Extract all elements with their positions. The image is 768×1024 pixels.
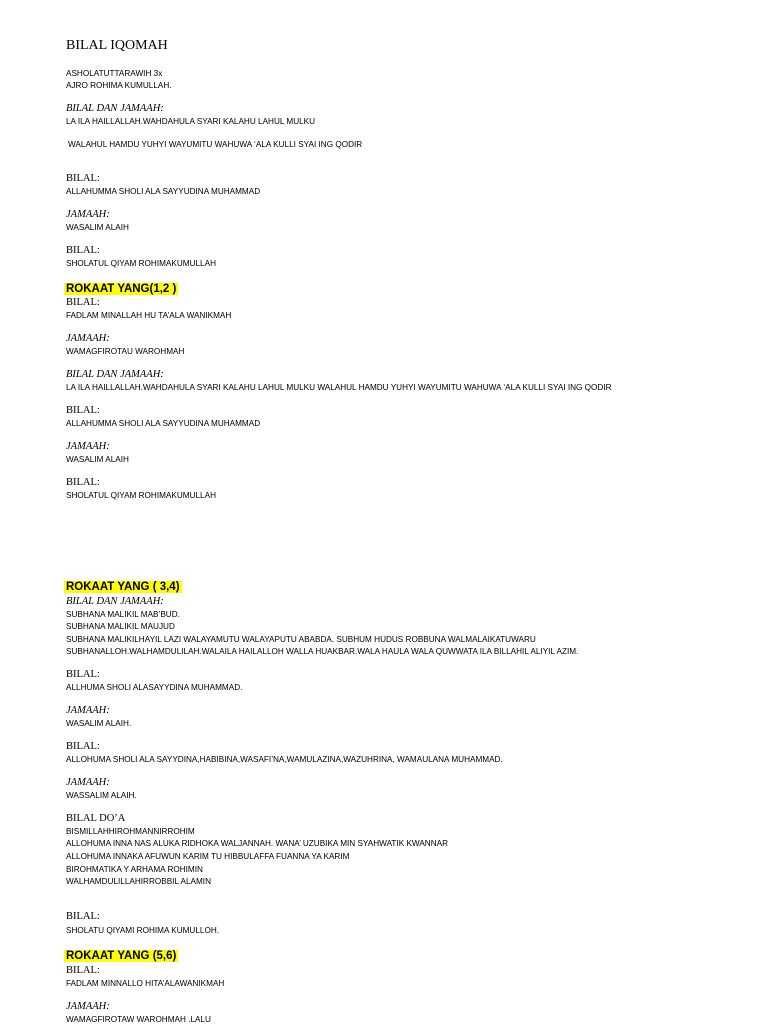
text-line: WALHAMDULILLAHIRROBBIL ALAMIN xyxy=(66,877,211,886)
speaker-label: BILAL: xyxy=(66,245,100,256)
speaker-label: BILAL: xyxy=(66,477,100,488)
text-line: ALLAHUMMA SHOLI ALA SAYYUDINA MUHAMMAD xyxy=(66,419,261,428)
text-line: WASALIM ALAIH xyxy=(66,455,129,464)
intro-line: AJRO ROHIMA KUMULLAH. xyxy=(66,81,172,90)
text-line: ALLHUMA SHOLI ALASAYYDINA MUHAMMAD. xyxy=(66,683,243,692)
text-line: WASALIM ALAIH. xyxy=(66,719,132,728)
speaker-label: JAMAAH: xyxy=(66,705,110,716)
speaker-label: JAMAAH: xyxy=(66,333,110,344)
text-line: WAMAGFIROTAW WAROHMAH .LALU xyxy=(66,1015,211,1024)
text-line: BIROHMATIKA Y ARHAMA ROHIMIN xyxy=(66,865,203,874)
text-line: ALLOHUMA INNAKA AFUWUN KARIM TU HIBBULAFFA FUANNA YA KARIM xyxy=(66,852,350,861)
page-title: BILAL IQOMAH xyxy=(66,38,168,53)
speaker-label: BILAL DO’A xyxy=(66,813,126,824)
text-line: ALLAHUMMA SHOLI ALA SAYYUDINA MUHAMMAD xyxy=(66,187,261,196)
text-line: FADLAM MINALLAH HU TA’ALA WANIKMAH xyxy=(66,311,232,320)
text-line: SUBHANA MALIKIL MAB’BUD. xyxy=(66,610,180,619)
text-line: SUBHANA MALIKILHAYIL LAZI WALAYAMUTU WALAYAPUTU ABABDA. SUBHUM HUDUS ROBBUNA WALMALAIKATUWARU xyxy=(66,635,536,644)
section-heading: ROKAAT YANG(1,2 ) xyxy=(66,283,177,295)
speaker-label: JAMAAH: xyxy=(66,441,110,452)
speaker-label: BILAL: xyxy=(66,405,100,416)
text-line: SUBHANA MALIKIL MAUJUD xyxy=(66,622,175,631)
section-heading: ROKAAT YANG ( 3,4) xyxy=(66,581,180,593)
text-line: LA ILA HAILLALLAH.WAHDAHULA SYARI KALAHU LAHUL MULKU WALAHUL HAMDU YUHYI WAYUMITU WAHUWA ‘ALA KULLI SYAI ING QODIR xyxy=(66,383,612,392)
text-line: WASSALIM ALAIH. xyxy=(66,791,137,800)
intro-line: ASHOLATUTTARAWIH 3x xyxy=(66,69,163,78)
text-line: FADLAM MINNALLO HITA’ALAWANIKMAH xyxy=(66,979,225,988)
speaker-label: BILAL DAN JAMAAH: xyxy=(66,369,164,380)
text-line: WAMAGFIROTAU WAROHMAH xyxy=(66,347,185,356)
text-line: ALLOHUMA SHOLI ALA SAYYDINA,HABIBINA,WASAFI’NA,WAMULAZINA,WAZUHRINA, WAMAULANA MUHAMMAD. xyxy=(66,755,503,764)
text-line: SHOLATUL QIYAM ROHIMAKUMULLAH xyxy=(66,491,216,500)
text-line: ALLOHUMA INNA NAS ALUKA RIDHOKA WALJANNAH. WANA’ UZUBIKA MIN SYAHWATIK KWANNAR xyxy=(66,839,448,848)
text-line: LA ILA HAILLALLAH.WAHDAHULA SYARI KALAHU LAHUL MULKU xyxy=(66,117,316,126)
speaker-label: BILAL: xyxy=(66,669,100,680)
text-line: WASALIM ALAIH xyxy=(66,223,129,232)
speaker-label: BILAL: xyxy=(66,173,100,184)
text-line: SHOLATUL QIYAM ROHIMAKUMULLAH xyxy=(66,259,216,268)
speaker-label: BILAL: xyxy=(66,911,100,922)
speaker-label: JAMAAH: xyxy=(66,1001,110,1012)
text-line: BISMILLAHHIROHMANNIRROHIM xyxy=(66,827,195,836)
speaker-label: JAMAAH: xyxy=(66,209,110,220)
section-heading: ROKAAT YANG (5,6) xyxy=(66,950,177,962)
text-line: SUBHANALLOH.WALHAMDULILAH.WALAILA HAILALLOH WALLA HUAKBAR.WALA HAULA WALA QUWWATA ILA BILLAHIL ALIYIL AZIM. xyxy=(66,647,579,656)
text-line: WALAHUL HAMDU YUHYI WAYUMITU WAHUWA ‘ALA KULLI SYAI ING QODIR xyxy=(68,140,363,149)
speaker-label: BILAL: xyxy=(66,965,100,976)
text-line: SHOLATU QIYAMI ROHIMA KUMULLOH. xyxy=(66,926,220,935)
speaker-label: BILAL: xyxy=(66,741,100,752)
speaker-label: BILAL: xyxy=(66,297,100,308)
speaker-label: BILAL DAN JAMAAH: xyxy=(66,596,164,607)
speaker-label: JAMAAH: xyxy=(66,777,110,788)
speaker-label: BILAL DAN JAMAAH: xyxy=(66,103,164,114)
